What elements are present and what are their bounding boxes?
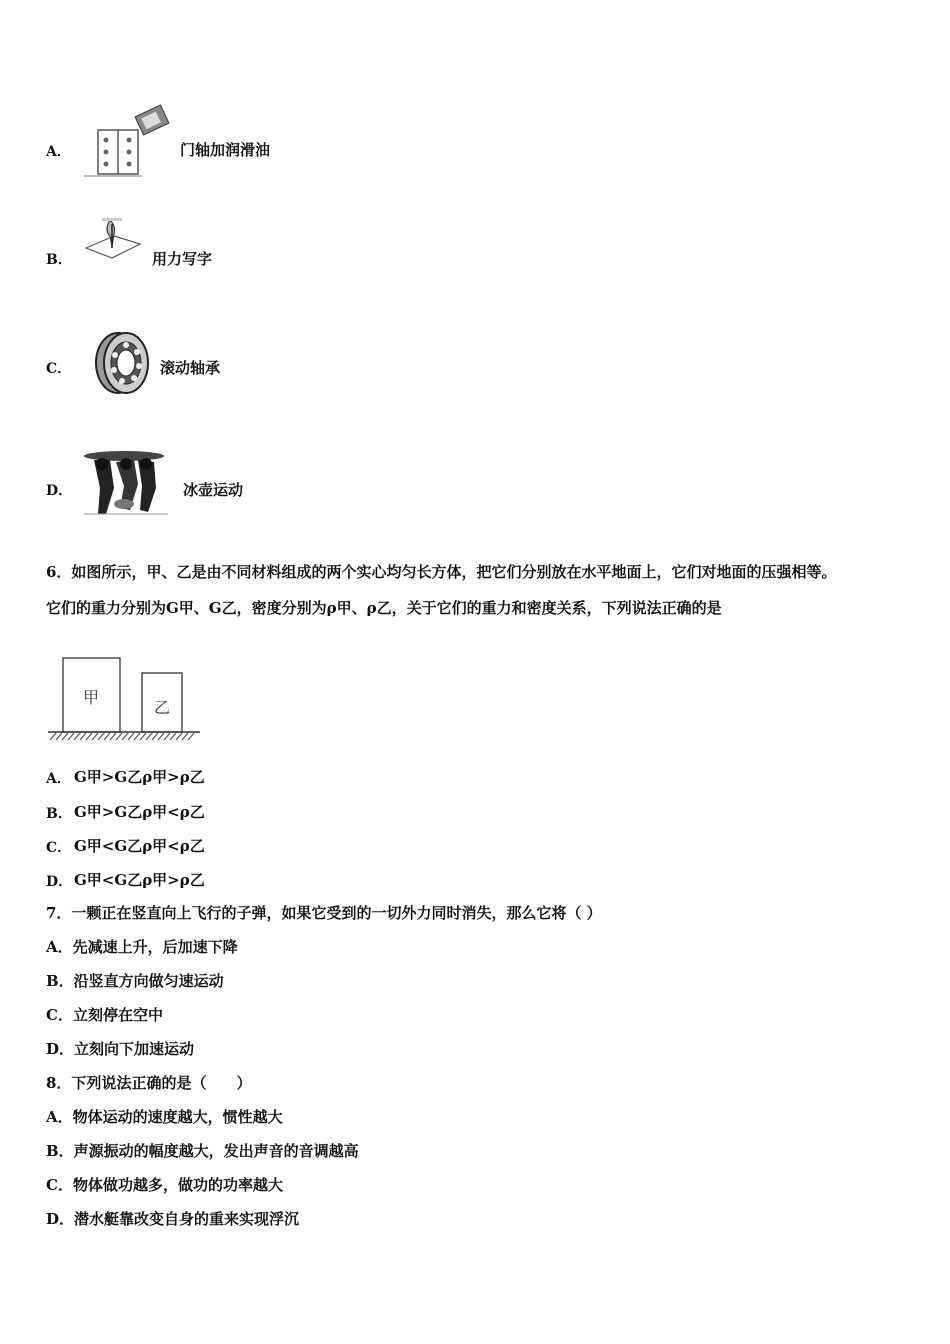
option-text: 冰壶运动 <box>183 481 244 499</box>
curling-icon <box>80 448 172 518</box>
option-letter: D． <box>46 483 73 499</box>
ball-bearing-icon <box>92 330 154 396</box>
option-text: G甲<G乙ρ甲<ρ乙 <box>74 837 205 855</box>
ground-hatch <box>50 733 194 740</box>
q8-option-b: B．声源振动的幅度越大，发出声音的音调越高 <box>46 1142 359 1160</box>
option-letter: C． <box>46 840 72 856</box>
block-jia-label: 甲 <box>82 688 100 707</box>
option-text: 用力写字 <box>152 250 213 268</box>
q8-option-d: D．潜水艇靠改变自身的重来实现浮沉 <box>46 1210 300 1228</box>
q7-option-c: C．立刻停在空中 <box>46 1006 163 1024</box>
q7-option-d: D．立刻向下加速运动 <box>46 1040 195 1058</box>
q8-stem: 8．下列说法正确的是（ ） <box>46 1074 252 1092</box>
option-text: G甲<G乙ρ甲>ρ乙 <box>74 871 205 889</box>
door-hinge-oil-icon <box>82 104 172 178</box>
option-letter: D． <box>46 874 73 890</box>
q7-option-a: A．先减速上升，后加速下降 <box>46 938 238 956</box>
option-text: 滚动轴承 <box>160 359 221 377</box>
option-text: 门轴加润滑油 <box>180 141 271 159</box>
q7-option-b: B．沿竖直方向做匀速运动 <box>46 972 224 990</box>
q6-stem-line2: 它们的重力分别为G甲、G乙，密度分别为ρ甲、ρ乙，关于它们的重力和密度关系，下列说法正确的是 <box>46 599 722 617</box>
q8-option-c: C．物体做功越多，做功的功率越大 <box>46 1176 283 1194</box>
option-text: G甲>G乙ρ甲<ρ乙 <box>74 803 205 821</box>
block-yi-label: 乙 <box>153 698 171 717</box>
q6-blocks-figure <box>46 654 206 744</box>
q6-stem-line1: 6．如图所示，甲、乙是由不同材料组成的两个实心均匀长方体，把它们分别放在水平地面上，它们对地面的压强相等。 <box>46 563 837 581</box>
q7-stem: 7．一颗正在竖直向上飞行的子弹，如果它受到的一切外力同时消失，那么它将（ ） <box>46 904 602 922</box>
option-letter: A． <box>46 144 71 160</box>
option-letter: B． <box>46 252 72 268</box>
option-letter: A． <box>46 771 71 787</box>
option-letter: C． <box>46 361 72 377</box>
hand-writing-icon <box>82 214 144 264</box>
option-letter: B． <box>46 806 72 822</box>
q8-option-a: A．物体运动的速度越大，惯性越大 <box>46 1108 283 1126</box>
option-text: G甲>G乙ρ甲>ρ乙 <box>74 768 205 786</box>
